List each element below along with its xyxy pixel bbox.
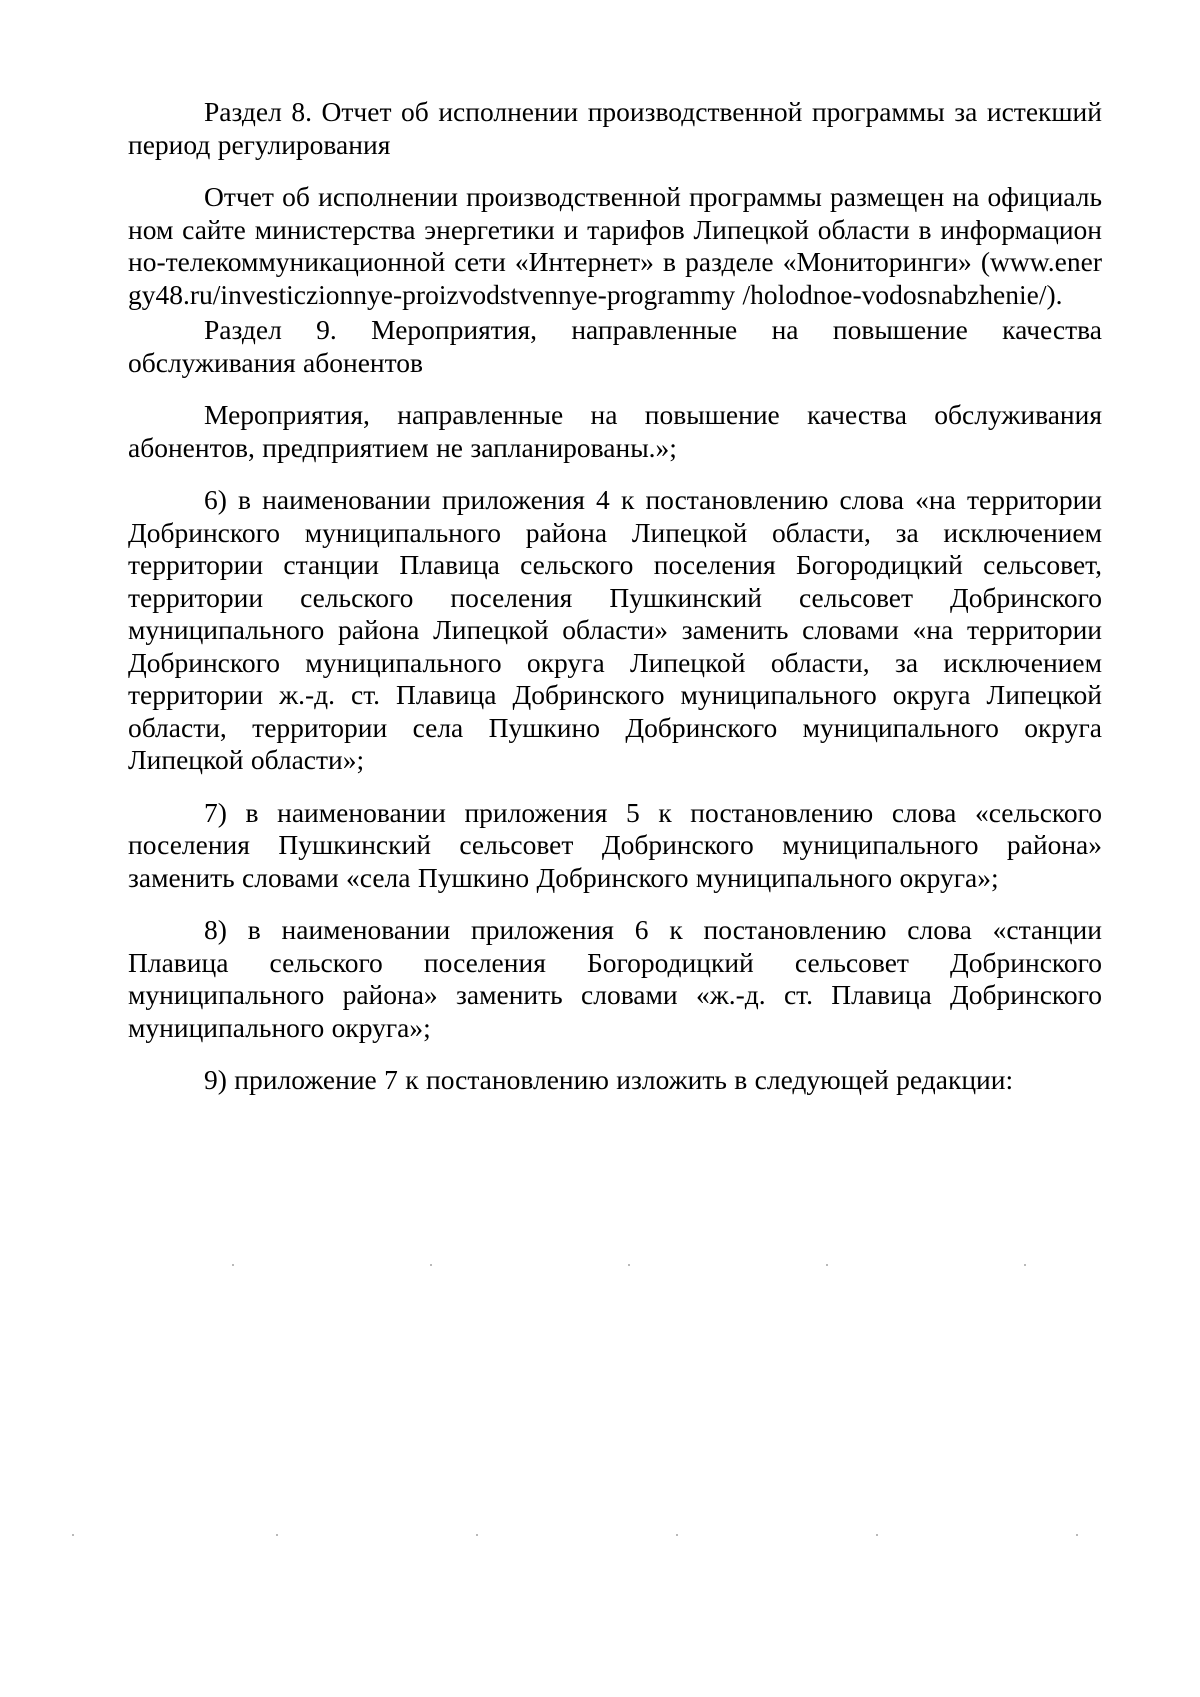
scan-dot-row-upper bbox=[0, 1264, 1200, 1266]
scan-dot bbox=[232, 1264, 234, 1266]
item-7-paragraph: 7) в наименовании приложения 5 к постановлению слова «сельского поселения Пушкинский сельсовет Добринского муниципального района» заменить словами «села Пушкино Добринского муниципального округа»; bbox=[128, 796, 1102, 893]
scan-dot bbox=[876, 1534, 878, 1536]
scan-dot bbox=[430, 1264, 432, 1266]
section-9-heading: Раздел 9. Мероприятия, направленные на повышение качества обслуживания абонентов bbox=[128, 314, 1102, 378]
scan-dot bbox=[476, 1534, 478, 1536]
item-9-paragraph: 9) приложение 7 к постановлению изложить в следующей редакции: bbox=[204, 1064, 1014, 1095]
scan-dot bbox=[1024, 1264, 1026, 1266]
item-8-paragraph: 8) в наименовании приложения 6 к постановлению слова «станции Плавица сельского поселения Богородицкий сельсовет Добринского муниципального района» заменить словами «ж.-д. ст. Плавица Добринского муниципального округа»; bbox=[128, 914, 1102, 1043]
scan-dot bbox=[628, 1264, 630, 1266]
scan-dot bbox=[72, 1534, 74, 1536]
scan-dot bbox=[1076, 1534, 1078, 1536]
scan-dot bbox=[676, 1534, 678, 1536]
section-9-text: Мероприятия, направленные на повышение качества обслуживания абонентов, предприятием не запланированы.»; bbox=[128, 399, 1102, 463]
scan-dot bbox=[826, 1264, 828, 1266]
scan-dot bbox=[276, 1534, 278, 1536]
section-8-heading: Раздел 8. Отчет об исполнении производственной программы за истекший период регулирования bbox=[128, 96, 1102, 160]
section-8-text: Отчет об исполнении производственной программы размещен на официальном сайте министерства энергетики и тарифов Липецкой области в информационно-телекоммуникационной сети «Интернет» в разделе «Мониторинги» (www.energy48.ru/investiczionnye-proizvodstvennye-programmy /holodnoe-vodosnabzhenie/). bbox=[128, 181, 1102, 310]
scan-dot-row-lower bbox=[0, 1534, 1200, 1536]
document-body bbox=[128, 96, 1102, 1097]
item-6-paragraph: 6) в наименовании приложения 4 к постановлению слова «на территории Добринского муниципального района Липецкой области, за исключением территории станции Плавица сельского поселения Богородицкий сельсовет, территории сельского поселения Пушкинский сельсовет Добринского муниципального района Липецкой области» заменить словами «на территории Добринского муниципального округа Липецкой области, за исключением территории ж.-д. ст. Плавица Добринского муниципального округа Липецкой области, территории села Пушкино Добринского муниципального округа Липецкой области»; bbox=[128, 484, 1102, 775]
